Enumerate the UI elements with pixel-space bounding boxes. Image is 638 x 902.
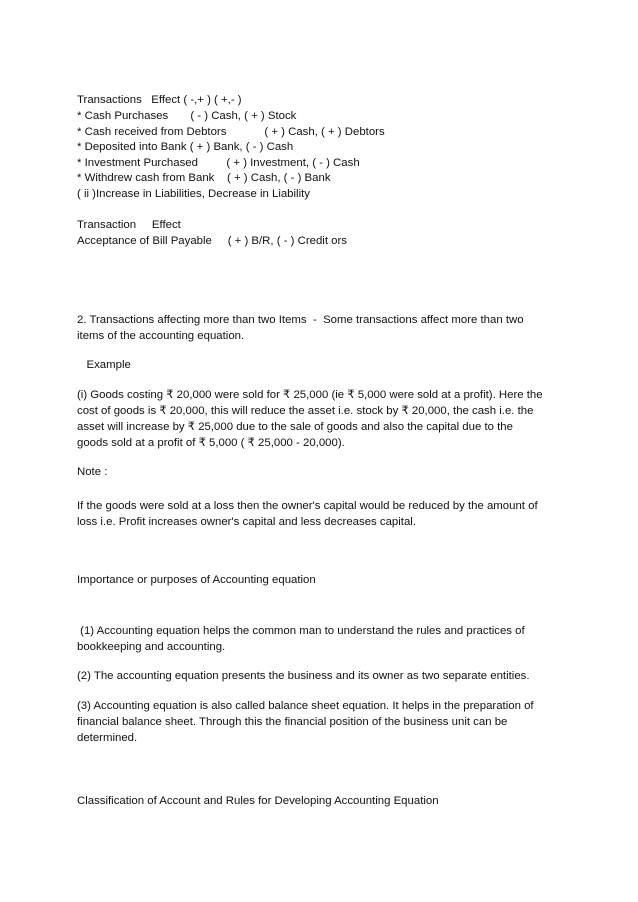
text-line: * Cash received from Debtors ( + ) Cash, ( + ) Debtors <box>77 126 385 138</box>
text-line: items of the accounting equation. <box>77 330 245 342</box>
text-line: Transactions Effect ( -,+ ) ( +,- ) <box>77 94 242 106</box>
text-line: * Cash Purchases ( - ) Cash, ( + ) Stock <box>77 110 297 122</box>
section-heading: Importance or purposes of Accounting equation <box>77 574 316 586</box>
text-line: (2) The accounting equation presents the business and its owner as two separate entities. <box>77 670 530 682</box>
text-line: loss i.e. Profit increases owner's capital and less decreases capital. <box>77 516 416 528</box>
text-line: * Investment Purchased ( + ) Investment, ( - ) Cash <box>77 157 360 169</box>
text-line: Acceptance of Bill Payable ( + ) B/R, ( - ) Credit ors <box>77 235 347 247</box>
text-line: bookkeeping and accounting. <box>77 641 226 653</box>
text-line: Transaction Effect <box>77 219 181 231</box>
text-line: * Withdrew cash from Bank ( + ) Cash, ( - ) Bank <box>77 172 331 184</box>
section-heading: Classification of Account and Rules for Developing Accounting Equation <box>77 795 439 807</box>
text-line: 2. Transactions affecting more than two Items - Some transactions affect more than two <box>77 314 524 326</box>
text-line: * Deposited into Bank ( + ) Bank, ( - ) Cash <box>77 141 294 153</box>
text-line: asset will increase by ₹ 25,000 due to the sale of goods and also the capital due to the <box>77 421 513 433</box>
text-line: determined. <box>77 732 138 744</box>
text-line: Example <box>77 359 131 371</box>
text-line: goods sold at a profit of ₹ 5,000 ( ₹ 25,000 - 20,000). <box>77 437 345 449</box>
text-line: (i) Goods costing ₹ 20,000 were sold for ₹ 25,000 (ie ₹ 5,000 were sold at a profit). Here the <box>77 389 543 401</box>
document-page <box>77 0 557 902</box>
text-line: cost of goods is ₹ 20,000, this will reduce the asset i.e. stock by ₹ 20,000, the cash i.e. the <box>77 405 534 417</box>
text-line: ( ii )Increase in Liabilities, Decrease in Liability <box>77 188 310 200</box>
text-line: financial balance sheet. Through this the financial position of the business unit can be <box>77 716 508 728</box>
text-line: If the goods were sold at a loss then the owner's capital would be reduced by the amount of <box>77 500 538 512</box>
text-line: Note : <box>77 466 108 478</box>
text-line: (1) Accounting equation helps the common man to understand the rules and practices of <box>77 625 525 637</box>
text-line: (3) Accounting equation is also called balance sheet equation. It helps in the preparation of <box>77 700 534 712</box>
